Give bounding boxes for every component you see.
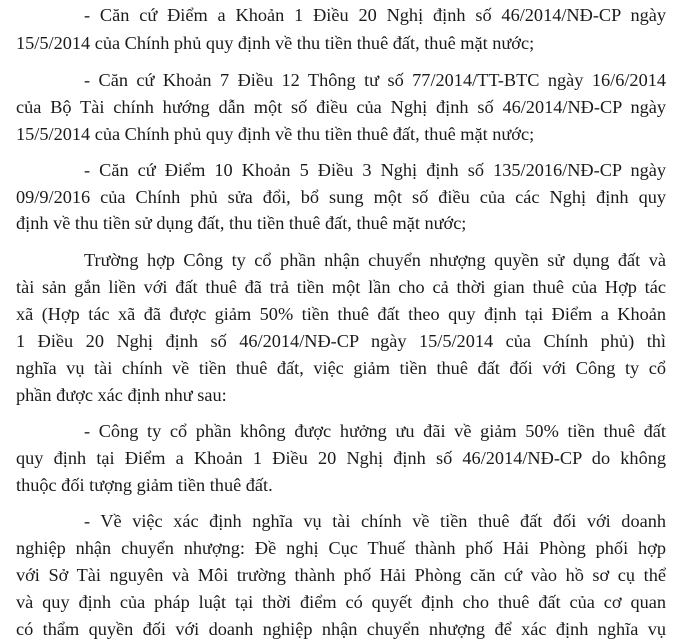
- paragraph-6-line-3: với Sở Tài nguyên và Môi trường thành phố Hải Phòng căn cứ vào hồ sơ cụ thể: [16, 565, 666, 585]
- paragraph-5-line-2: quy định tại Điểm a Khoản 1 Điều 20 Nghị định số 46/2014/NĐ-CP do không: [16, 448, 666, 468]
- paragraph-3-line-1: - Căn cứ Điểm 10 Khoản 5 Điều 3 Nghị định số 135/2016/NĐ-CP ngày: [84, 160, 666, 180]
- paragraph-3-line-3: định về thu tiền sử dụng đất, thu tiền thuê đất, thuê mặt nước;: [16, 213, 467, 233]
- paragraph-2-line-2: của Bộ Tài chính hướng dẫn một số điều của Nghị định số 46/2014/NĐ-CP ngày: [16, 97, 666, 117]
- paragraph-3-line-2: 09/9/2016 của Chính phủ sửa đổi, bổ sung một số điều của các Nghị định quy: [16, 187, 666, 207]
- paragraph-2-line-1: - Căn cứ Khoản 7 Điều 12 Thông tư số 77/2014/TT-BTC ngày 16/6/2014: [84, 70, 666, 90]
- paragraph-6-line-1: - Về việc xác định nghĩa vụ tài chính về tiền thuê đất đối với doanh: [84, 511, 666, 531]
- paragraph-4-line-6: phần được xác định như sau:: [16, 385, 227, 405]
- paragraph-4-line-3: xã (Hợp tác xã đã được giảm 50% tiền thuê đất theo quy định tại Điểm a Khoản: [16, 304, 666, 324]
- paragraph-1-line-1: - Căn cứ Điểm a Khoản 1 Điều 20 Nghị định số 46/2014/NĐ-CP ngày: [84, 5, 666, 25]
- paragraph-4-line-2: tài sản gắn liền với đất thuê đã trả tiền một lần cho cả thời gian thuê của Hợp tác: [16, 277, 666, 297]
- paragraph-5-line-1: - Công ty cổ phần không được hưởng ưu đãi về giảm 50% tiền thuê đất: [84, 421, 666, 441]
- paragraph-5-line-3: thuộc đối tượng giảm tiền thuê đất.: [16, 475, 273, 495]
- paragraph-1-line-2: 15/5/2014 của Chính phủ quy định về thu tiền thuê đất, thuê mặt nước;: [16, 33, 535, 53]
- paragraph-4-line-4: 1 Điều 20 Nghị định số 46/2014/NĐ-CP ngày 15/5/2014 của Chính phủ) thì: [16, 331, 666, 351]
- paragraph-6-line-4: và quy định của pháp luật tại thời điểm có quyết định cho thuê đất của cơ quan: [16, 592, 666, 612]
- paragraph-2-line-3: 15/5/2014 của Chính phủ quy định về thu tiền thuê đất, thuê mặt nước;: [16, 124, 535, 144]
- paragraph-6-line-5: có thẩm quyền đối với doanh nghiệp nhận chuyển nhượng để xác định nghĩa vụ: [16, 619, 666, 639]
- paragraph-6-line-2: nghiệp nhận chuyển nhượng: Đề nghị Cục Thuế thành phố Hải Phòng phối hợp: [16, 538, 666, 558]
- paragraph-4-line-5: nghĩa vụ tài chính về tiền thuê đất, việc giảm tiền thuê đất đối với Công ty cổ: [16, 358, 666, 378]
- paragraph-4-line-1: Trường hợp Công ty cổ phần nhận chuyển nhượng quyền sử dụng đất và: [84, 250, 666, 270]
